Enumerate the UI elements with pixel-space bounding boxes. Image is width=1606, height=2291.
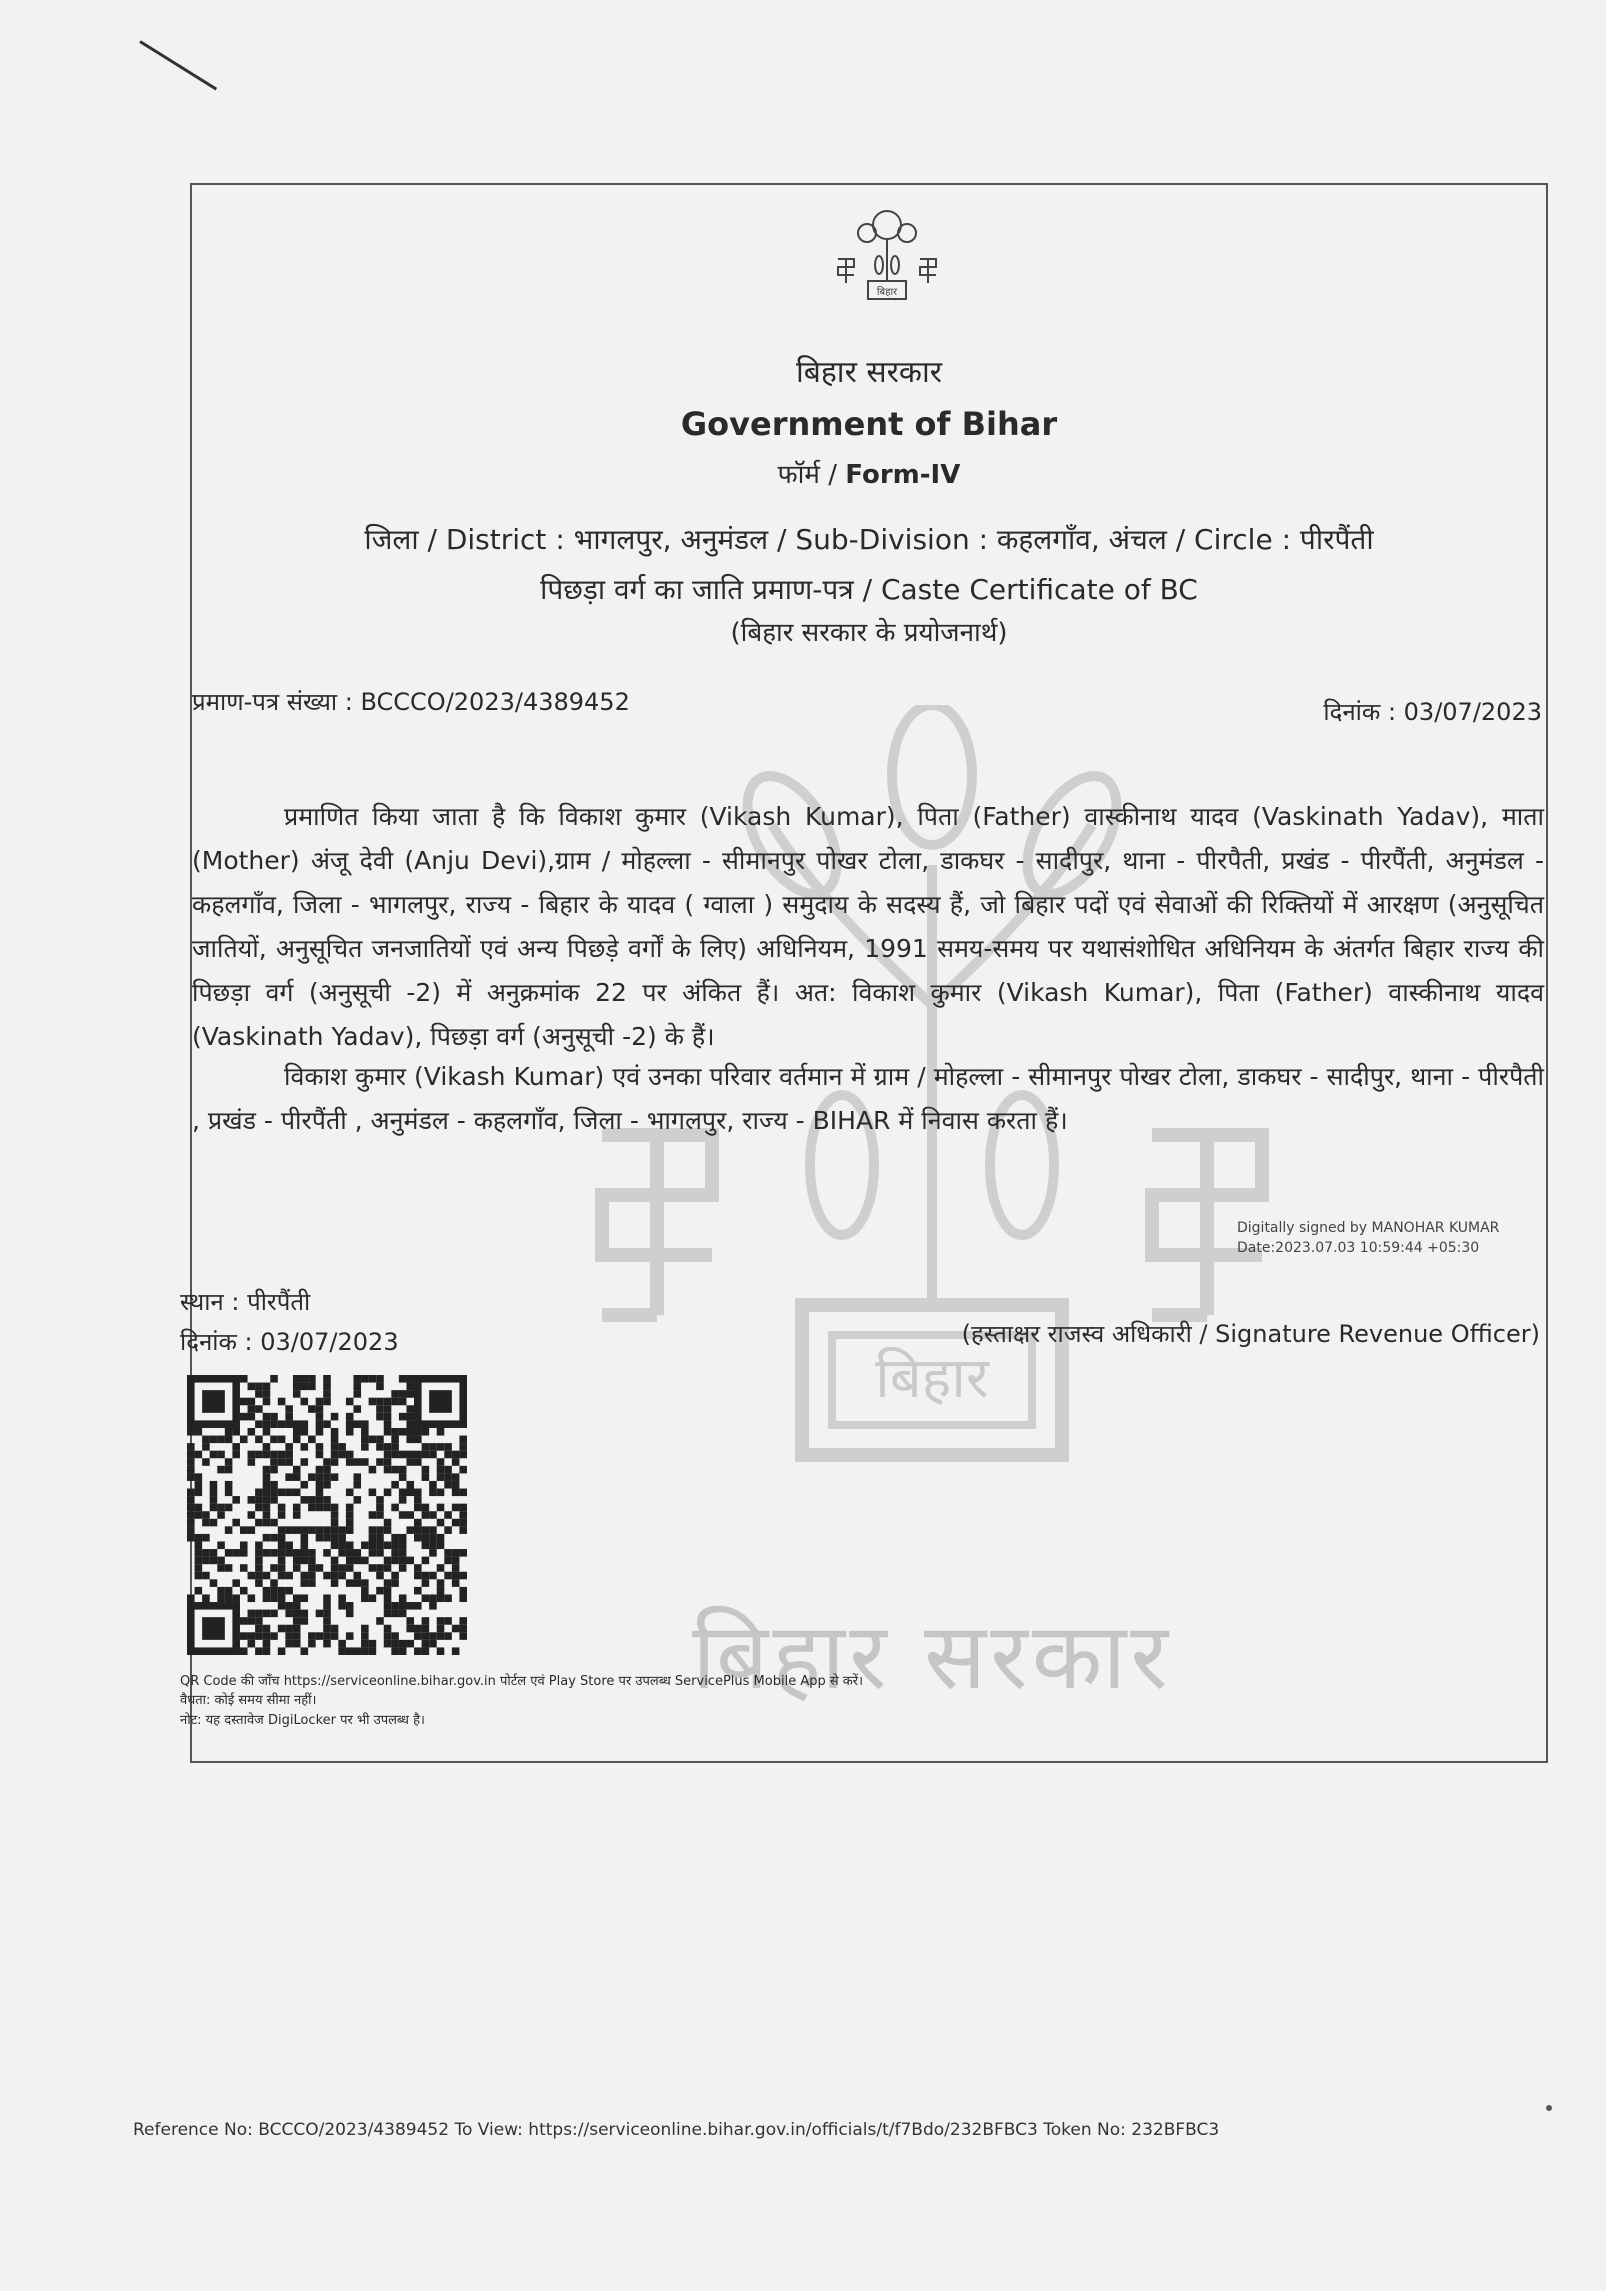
digital-signature-date: Date:2023.07.03 10:59:44 +05:30 [1237, 1240, 1480, 1256]
bihar-emblem [832, 203, 942, 311]
district-line: जिला / District : भागलपुर, अनुमंडल / Sub-Division : कहलगाँव, अंचल / Circle : पीरपैंती [364, 523, 1374, 556]
qr-verification-note: QR Code की जाँच https://serviceonline.bihar.gov.in पोर्टल एवं Play Store पर उपलब्ध ServicePlus Mobile App से करें। [180, 1674, 863, 1689]
digital-signature [1237, 1218, 1499, 1258]
certificate-title: पिछड़ा वर्ग का जाति प्रमाण-पत्र / Caste Certificate of BC [540, 573, 1198, 606]
certificate-paragraph-2 [192, 1055, 1544, 1143]
digital-signature-signer: Digitally signed by MANOHAR KUMAR [1237, 1220, 1500, 1236]
issue-place: स्थान : पीरपैंती [180, 1288, 311, 1316]
form-label-hindi: फॉर्म / [777, 460, 837, 490]
certificate-purpose: (बिहार सरकार के प्रयोजनार्थ) [730, 618, 1008, 648]
qr-code-icon [187, 1375, 467, 1655]
certificate-date: दिनांक : 03/07/2023 [1323, 698, 1542, 726]
emblem-label: बिहार [876, 287, 898, 298]
bihar-emblem-icon [832, 203, 942, 311]
title-english: Government of Bihar [680, 405, 1058, 443]
paragraph-2-text: विकाश कुमार (Vikash Kumar) एवं उनका परिवार वर्तमान में ग्राम / मोहल्ला - सीमानपुर पोखर टोला, डाकघर - सादीपुर, थाना - पीरपैती , प्रखंड - पीरपैंती , अनुमंडल - कहलगाँव, जिला - भागलपुर, राज्य - BIHAR में निवास करता हैं। [192, 1062, 1544, 1135]
certificate-frame [180, 183, 1548, 1763]
qr-code [187, 1375, 467, 1655]
watermark-text: बिहार सरकार [692, 1603, 1172, 1710]
scan-dot [1546, 2105, 1552, 2111]
signature-label: (हस्ताक्षर राजस्व अधिकारी / Signature Revenue Officer) [961, 1320, 1540, 1348]
digilocker-note: नोट: यह दस्तावेज DigiLocker पर भी उपलब्ध है। [180, 1713, 425, 1728]
certificate-number: प्रमाण-पत्र संख्या : BCCCO/2023/4389452 [192, 688, 630, 716]
title-hindi: बिहार सरकार [795, 355, 943, 390]
certificate-paragraph-1 [192, 795, 1544, 1059]
form-label-english: Form-IV [845, 460, 961, 490]
issue-date: दिनांक : 03/07/2023 [180, 1328, 399, 1356]
validity-note: वैधता: कोई समय सीमा नहीं। [180, 1693, 317, 1708]
watermark-emblem-label: बिहार [875, 1346, 989, 1411]
reference-footer: Reference No: BCCCO/2023/4389452 To View: https://serviceonline.bihar.gov.in/officials/t/f7Bdo/232BFBC3 Token No: 232BFBC3 [133, 2120, 1220, 2140]
scan-pen-mark [139, 40, 217, 90]
form-label [192, 455, 1546, 491]
paragraph-1-text: प्रमाणित किया जाता है कि विकाश कुमार (Vikash Kumar), पिता (Father) वास्कीनाथ यादव (Vaskinath Yadav), माता (Mother) अंजू देवी (Anju Devi),ग्राम / मोहल्ला - सीमानपुर पोखर टोला, डाकघर - सादीपुर, थाना - पीरपैती, प्रखंड - पीरपैंती, अनुमंडल - कहलगाँव, जिला - भागलपुर, राज्य - बिहार के यादव ( ग्वाला ) समुदाय के सदस्य हैं, जो बिहार पदों एवं सेवाओं की रिक्तियों में आरक्षण (अनुसूचित जातियों, अनुसूचित जनजातियों एवं अन्य पिछड़े वर्गों के लिए) अधिनियम, 1991 समय-समय पर यथासंशोधित अधिनियम के अंतर्गत बिहार राज्य की पिछड़ा वर्ग (अनुसूची -2) में अनुक्रमांक 22 पर अंकित हैं। अत: विकाश कुमार (Vikash Kumar), पिता (Father) वास्कीनाथ यादव (Vaskinath Yadav), पिछड़ा वर्ग (अनुसूची -2) के हैं। [192, 802, 1544, 1051]
